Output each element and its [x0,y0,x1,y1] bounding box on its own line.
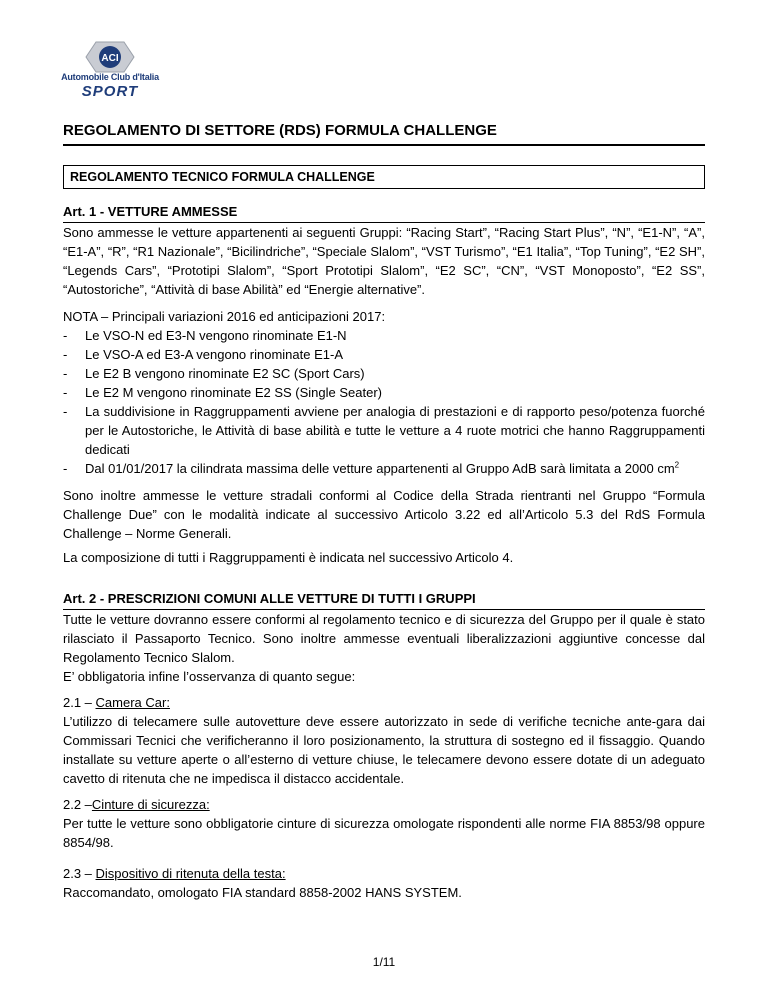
svg-text:ACI: ACI [101,53,119,64]
article-1-paragraph-3: La composizione di tutti i Raggruppamenti è indicata nel successivo Articolo 4. [63,550,514,565]
document-title: REGOLAMENTO DI SETTORE (RDS) FORMULA CHALLENGE [63,122,705,146]
list-item: - Le E2 B vengono rinominate E2 SC (Sport Cars) [63,366,365,381]
article-1-paragraph-1: Sono ammesse le vetture appartenenti ai seguenti Gruppi: “Racing Start”, “Racing Start Plus”, “N”, “E1-N”, “A”, “E1-A”, “R”, “R1 Nazionale”, “Bicilindriche”, “Speciale Slalom”, “VST Turismo”, “E1 Italia”, “Top Tuning”, “E2 SH”, “Legends Cars”, “Prototipi Slalom”, “Sport Prototipi Slalom”, “E2 SC”, “CN”, “VST Monoposto”, “E2 SS”, “Autostoriche”, “Attività di base Abilità” ed “Energie alternative”. [63,225,705,297]
article-1-heading: Art. 1 - VETTURE AMMESSE [63,202,705,223]
article-1-note-list [63,326,705,478]
section-2-2-heading: 2.2 –Cinture di sicurezza: [63,797,210,812]
article-1-note-intro: NOTA – Principali variazioni 2016 ed anticipazioni 2017: [63,309,386,324]
list-item: - Dal 01/01/2017 la cilindrata massima delle vetture appartenenti al Gruppo AdB sarà limitata a 2000 $cm^2$ [63,460,680,476]
article-1-paragraph-2: Sono inoltre ammesse le vetture stradali conformi al Codice della Strada rientranti nel Gruppo “Formula Challenge Due” con le modalità indicate al successivo Articolo 3.22 ed all’Articolo 5.3 del RdS Formula Challenge – Norme Generali. [63,488,705,541]
logo-line1: Automobile Club d'Italia [61,72,159,82]
aci-sport-logo [60,40,160,102]
section-2-3-text: Raccomandato, omologato FIA standard 8858-2002 HANS SYSTEM. [63,885,462,900]
section-2-2-text: Per tutte le vetture sono obbligatorie cinture di sicurezza omologate rispondenti alle norme FIA 8853/98 oppure 8854/98. [63,816,705,850]
section-2-3-heading: 2.3 – Dispositivo di ritenuta della testa: [63,866,286,881]
aci-emblem-icon [60,40,160,74]
list-item: - Le VSO-A ed E3-A vengono rinominate E1-A [63,347,343,362]
section-title: REGOLAMENTO TECNICO FORMULA CHALLENGE [63,165,705,189]
article-2-heading: Art. 2 - PRESCRIZIONI COMUNI ALLE VETTURE DI TUTTI I GRUPPI [63,589,705,610]
list-item: - Le E2 M vengono rinominate E2 SS (Single Seater) [63,385,383,400]
page-number: 1/11 [372,955,396,969]
document-body [63,202,705,902]
logo-line2: SPORT [81,83,139,100]
article-2-paragraph-2: E’ obbligatoria infine l’osservanza di quanto segue: [63,669,356,684]
section-2-1-heading: 2.1 – Camera Car: [63,695,170,710]
list-item: - Le VSO-N ed E3-N vengono rinominate E1-N [63,328,347,343]
list-item: - La suddivisione in Raggruppamenti avviene per analogia di prestazioni e di rapporto peso/potenza fuorché per le Autostoriche, le Attività di base abilità e tutte le vetture a 4 ruote motrici che hanno Raggruppamenti dedicati [63,404,705,457]
article-2-paragraph-1: Tutte le vetture dovranno essere conformi al regolamento tecnico e di sicurezza del Gruppo per il quale è stato rilasciato il Passaporto Tecnico. Sono inoltre ammesse eventuali liberalizzazioni aggiuntive concesse dal Regolamento Tecnico Slalom. [63,612,705,665]
section-2-1-text: L’utilizzo di telecamere sulle autovetture deve essere autorizzato in sede di verifiche tecniche ante-gara dai Commissari Tecnici che verificheranno il loro posizionamento, la struttura di sostegno ed il fissaggio. Quando installate su vetture aperte o all’esterno di vetture chiuse, le telecamere devono essere dotate di un adeguato cavetto di ritenuta che ne impedisca il distacco accidentale. [63,714,705,786]
